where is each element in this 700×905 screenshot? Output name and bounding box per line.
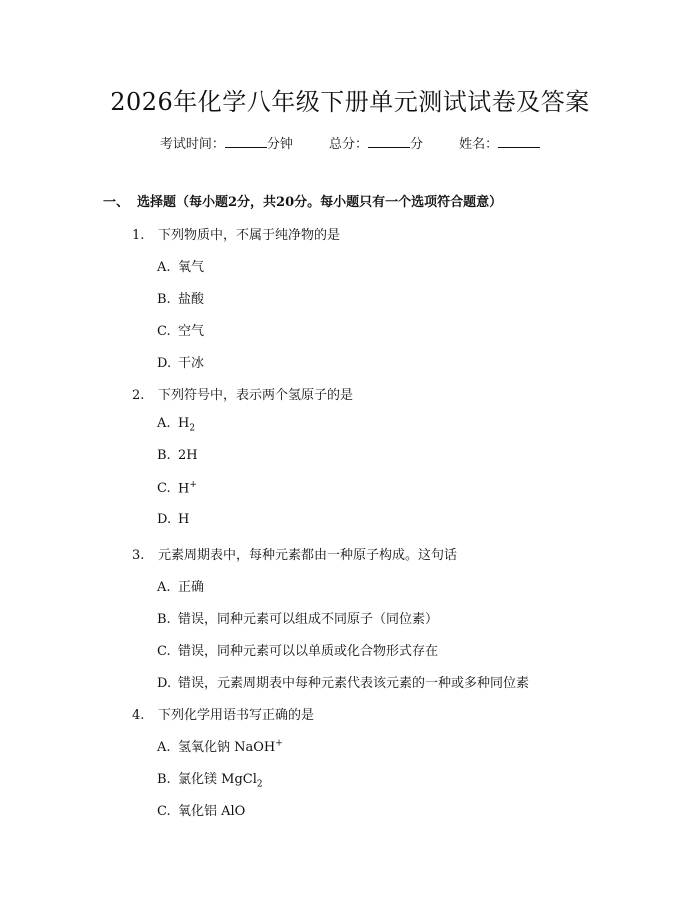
option-3a xyxy=(157,576,204,595)
option-1c xyxy=(157,320,204,339)
option-letter: D. xyxy=(157,512,172,527)
option-3c xyxy=(157,640,438,659)
question-text: 下列物质中，不属于纯净物的是 xyxy=(158,228,341,243)
option-letter: B. xyxy=(157,612,171,627)
option-letter: B. xyxy=(157,448,171,463)
exam-name-field xyxy=(459,133,540,152)
question-number: 4. xyxy=(132,708,145,723)
question-4 xyxy=(132,704,314,723)
option-text: 氯化镁 MgCl xyxy=(178,772,257,787)
option-2c xyxy=(157,480,197,496)
option-4a xyxy=(157,736,283,755)
option-letter: B. xyxy=(157,772,171,787)
option-1b xyxy=(157,288,204,307)
option-2a xyxy=(157,416,195,434)
option-text: 错误，同种元素可以组成不同原子（同位素） xyxy=(178,612,439,627)
option-text: 正确 xyxy=(178,580,205,595)
option-text: 2H xyxy=(178,448,198,463)
question-number: 1. xyxy=(132,228,145,243)
question-2 xyxy=(132,384,353,403)
option-letter: A. xyxy=(157,260,171,275)
option-text: 氢氧化钠 NaOH xyxy=(178,740,276,755)
option-letter: C. xyxy=(157,481,171,497)
exam-time-field xyxy=(160,133,293,152)
option-letter: A. xyxy=(157,740,171,755)
option-subscript: 2 xyxy=(189,423,196,434)
name-label: 姓名： xyxy=(459,137,499,152)
section-number: 一、 xyxy=(103,195,130,210)
question-number: 3. xyxy=(132,548,145,563)
option-text: 盐酸 xyxy=(178,292,205,307)
exam-score-field xyxy=(329,133,423,152)
option-letter: C. xyxy=(157,644,171,659)
option-subscript: 2 xyxy=(256,779,263,790)
option-1d xyxy=(157,352,204,371)
option-superscript: + xyxy=(189,480,197,490)
option-text: H xyxy=(178,481,190,497)
option-letter: D. xyxy=(157,356,172,371)
score-unit: 分 xyxy=(410,137,424,152)
name-blank xyxy=(498,135,540,148)
option-text: 错误，元素周期表中每种元素代表该元素的一种或多种同位素 xyxy=(178,676,530,691)
option-3b xyxy=(157,608,438,627)
option-1a xyxy=(157,256,204,275)
question-text: 下列化学用语书写正确的是 xyxy=(158,708,315,723)
score-blank xyxy=(368,135,410,148)
option-4c xyxy=(157,800,245,819)
option-2d xyxy=(157,512,189,527)
option-letter: D. xyxy=(157,676,172,691)
option-text: 干冰 xyxy=(178,356,205,371)
question-text: 下列符号中，表示两个氢原子的是 xyxy=(158,388,354,403)
option-3d xyxy=(157,672,529,691)
time-unit: 分钟 xyxy=(266,137,293,152)
time-label: 考试时间： xyxy=(159,137,225,152)
question-text: 元素周期表中，每种元素都由一种原子构成。这句话 xyxy=(158,548,458,563)
question-1 xyxy=(132,224,340,243)
option-text: 氧气 xyxy=(178,260,205,275)
option-text: H xyxy=(178,416,190,431)
option-text: H xyxy=(178,512,190,527)
option-2b xyxy=(157,448,198,463)
option-superscript: + xyxy=(275,738,283,749)
option-letter: B. xyxy=(157,292,171,307)
option-4b xyxy=(157,768,263,790)
option-text: 空气 xyxy=(178,324,205,339)
page-title: 2026年化学八年级下册单元测试试卷及答案 xyxy=(110,88,590,116)
exam-meta xyxy=(0,133,700,152)
option-letter: A. xyxy=(157,580,171,595)
option-text: 错误，同种元素可以以单质或化合物形式存在 xyxy=(178,644,439,659)
question-number: 2. xyxy=(132,388,145,403)
section-title: 选择题（每小题2分，共20分。每小题只有一个选项符合题意） xyxy=(137,195,503,210)
option-text: 氧化铝 AlO xyxy=(178,804,246,819)
option-letter: C. xyxy=(157,324,171,339)
time-blank xyxy=(225,135,267,148)
score-label: 总分： xyxy=(328,137,368,152)
section-heading xyxy=(103,191,502,210)
option-letter: A. xyxy=(157,416,171,431)
option-letter: C. xyxy=(157,804,171,819)
question-3 xyxy=(132,544,457,563)
